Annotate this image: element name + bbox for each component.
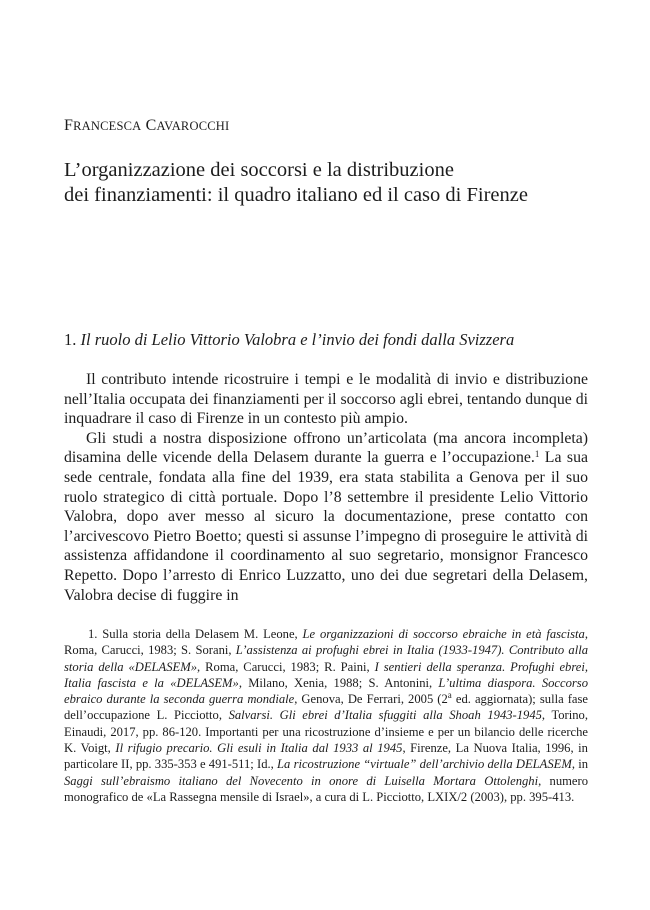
footnote [64,626,588,805]
footnote-text: , Roma, Carucci, 1983; R. Paini, [197,659,375,674]
author-last-rest: AVAROCCHI [156,119,230,133]
footnote-text: , Torino, Einaudi, 2017, pp. 86-120. Importanti per una ricostruzione d’insieme e per un bilancio delle ricerche K. Voigt, [64,708,588,756]
footnote-italic: L’assistenza ai profughi ebrei in Italia (1933-1947). Contributo alla storia della «DELASEM» [64,643,588,674]
chapter-title [64,158,604,208]
footnote-superscript: a [447,690,452,701]
footnote-text: , Milano, Xenia, 1988; S. Antonini, [238,675,439,690]
paragraph-2-start: Gli studi a nostra disposizione offrono un’articolata (ma ancora incompleta) disamina delle vicende della Delasem durante la guerra e l’occupazione. [64,429,588,467]
footnote-italic: Le organizzazioni di soccorso ebraiche in età fascista [302,627,585,641]
footnote-italic: La ricostruzione “virtuale” dell’archivio della DELASEM [277,757,572,772]
section-number: 1. [64,330,77,349]
footnote-text: , Genova, De Ferrari, 2005 (2 [294,692,448,707]
footnote-text: , in [571,757,589,772]
chapter-title-line-1: L’organizzazione dei soccorsi e la distribuzione [64,159,454,181]
footnote-text: , Firenze, La Nuova Italia, 1996, in particolare II, pp. 335-353 e 491-511; Id., [64,741,588,772]
author-last-initial: C [145,117,157,134]
footnote-italic: Saggi sull’ebraismo italiano del Novecento in onore di Luisella Mortara Ottolenghi [64,773,539,788]
footnote-text: , Roma, Carucci, 1983; S. Sorani, [64,627,588,658]
paragraph-2-rest: La sua sede centrale, fondata alla fine del 1939, era stata stabilita a Genova per il suo ruolo strategico di città portuale. Dopo l’8 settembre il presidente Lelio Vittorio Valobra, dopo aver messo al sicuro la documentazione, prese contatto con l’arcivescovo Pietro Boetto; questi si assunse l’impegno di proseguire le attività di assistenza affidandone il coordinamento al suo segretario, monsignor Francesco Repetto. Dopo l’arresto di Enrico Luzzatto, uno dei due segretari della Delasem, Valobra decise di fuggire in [64,449,588,604]
footnote-text: , numero monografico de «La Rassegna mensile di Israel», a cura di L. Picciotto, LXIX/2 (2003), pp. 395-413. [64,773,588,804]
footnote-italic: Il rifugio precario. Gli esuli in Italia dal 1933 al 1945 [115,741,403,756]
author-name [64,117,229,135]
paragraph-1: Il contributo intende ricostruire i tempi e le modalità di invio e distribuzione nell’Italia occupata dei finanziamenti per il soccorso agli ebrei, tentando dunque di inquadrare il caso di Firenze in un contesto più ampio. [64,371,588,428]
footnote-text: ed. aggiornata); sulla fase dell’occupazione L. Picciotto, [64,692,589,723]
chapter-title-line-2: dei finanziamenti: il quadro italiano ed il caso di Firenze [64,184,528,206]
footnote-text: 1. Sulla storia della Delasem M. Leone, [88,627,303,641]
footnote-italic: L’ultima diaspora. Soccorso ebraico durante la seconda guerra mondiale [64,675,588,707]
paragraph-2 [64,429,588,605]
body-text [64,370,588,605]
section-title: Il ruolo di Lelio Vittorio Valobra e l’invio dei fondi dalla Svizzera [80,330,515,349]
footnote-italic: I sentieri della speranza. Profughi ebrei, Italia fascista e la «DELASEM» [64,659,588,690]
section-heading [64,330,604,350]
author-first-rest: RANCESCA [73,119,142,133]
author-first-initial: F [64,117,74,134]
footnote-1 [64,626,588,805]
footnote-italic: Salvarsi. Gli ebrei d’Italia sfuggiti alla Shoah 1943-1945 [228,708,542,723]
footnote-reference: 1 [534,449,540,460]
